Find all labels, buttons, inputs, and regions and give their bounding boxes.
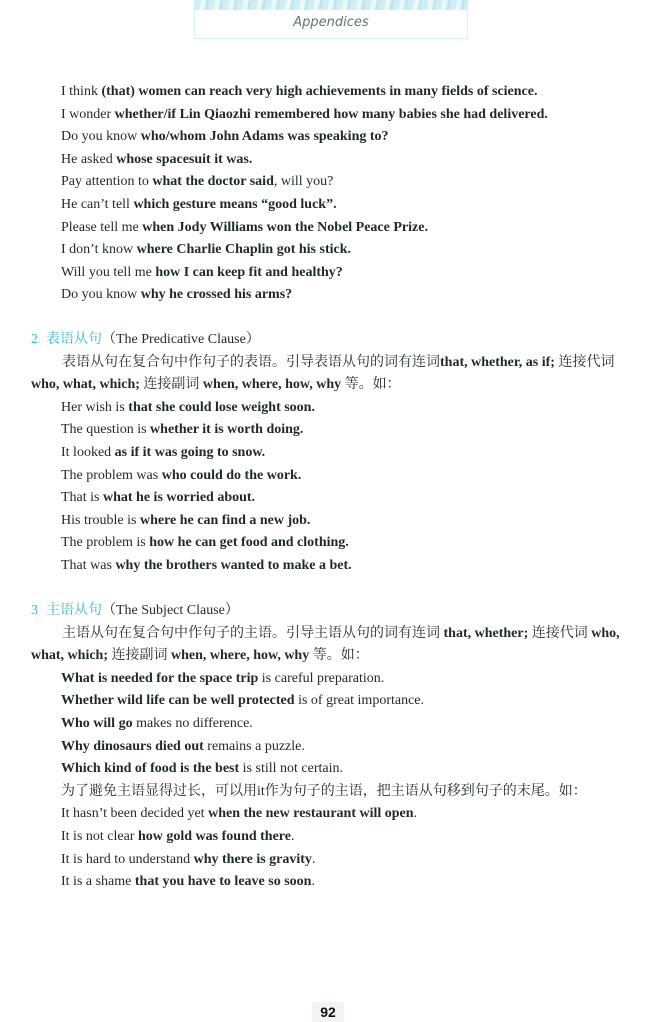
text-segment: Will you tell me [61,264,156,280]
text-segment: It looked [61,444,115,460]
emphasized-clause: whose spacesuit it was. [116,151,253,167]
text-segment: The problem was [61,467,162,483]
emphasized-clause: how I can keep fit and healthy? [155,264,343,280]
section-predicative-clause [0,329,650,578]
emphasized-clause: who, what, which; [31,377,140,393]
section-title-zh: 主语从句 [46,603,102,618]
emphasized-clause: What is needed for the space trip [61,670,259,686]
emphasized-clause: Who will go [61,715,133,731]
text-segment: It hasn’t been decided yet [61,806,209,822]
example-sentence [0,668,650,691]
emphasized-clause: why he crossed his arms? [140,287,293,303]
text-segment: is careful preparation. [258,670,385,686]
example-sentence [0,849,650,872]
example-sentence [0,104,650,127]
example-sentence [0,442,650,465]
section-title-en: （The Predicative Clause） [102,332,260,347]
emphasized-clause: whether it is worth doing. [150,422,304,438]
emphasized-clause: where he can find a new job. [139,512,311,528]
text-segment: I don’t know [61,242,137,258]
emphasized-clause: Whether wild life can be well protected [61,693,295,709]
text-segment: 主语从句在复合句中作句子的主语。引导主语从句的词有连词 [62,625,444,641]
emphasized-clause: when Jody Williams won the Nobel Peace Prize. [142,219,428,235]
text-segment: remains a puzzle. [203,738,305,754]
text-segment: 等。如： [341,377,401,393]
text-segment: His trouble is [61,512,140,528]
example-sentence [0,532,650,555]
text-segment: . [311,851,316,867]
example-sentence [0,781,650,804]
example-sentence [0,126,650,149]
emphasized-clause: who could do the work. [161,467,302,483]
emphasized-clause: whether/if Lin Qiaozhi remembered how many babies she had delivered. [114,106,548,122]
emphasized-clause: that, whether; [443,625,529,641]
example-sentence [0,803,650,826]
text-segment: Pay attention to [61,174,153,190]
header-decorative-band [195,0,467,10]
emphasized-clause: how he can get food and clothing. [149,535,349,551]
emphasized-clause: that you have to leave so soon [134,874,312,890]
example-sentence [0,397,650,420]
example-sentence [0,239,650,262]
emphasized-clause: when, where, how, why [171,648,310,664]
section-number: 3 [31,603,38,618]
example-sentence [0,465,650,488]
text-segment: I think [61,84,102,99]
section-subject-clause [0,600,650,894]
text-segment: . [413,806,418,822]
section-heading [0,329,650,352]
emphasized-clause: how gold was found there [137,828,291,844]
text-segment: makes no difference. [132,715,253,731]
text-segment: He can’t tell [61,196,134,212]
section-heading [0,600,650,623]
text-segment: Her wish is [61,399,129,415]
example-sentence [0,736,650,759]
example-sentence [0,81,650,104]
text-segment: . [290,828,295,844]
emphasized-clause: where Charlie Chaplin got his stick. [136,242,352,258]
example-sentence [0,826,650,849]
text-segment: 连接代词 [528,625,592,641]
example-sentence [0,171,650,194]
text-segment: is still not certain. [239,761,343,777]
text-segment: 等。如： [309,648,369,664]
noun-clause-object-examples [0,81,650,307]
emphasized-clause: what the doctor said [152,174,274,190]
example-sentence [0,555,650,578]
emphasized-clause: as if it was going to snow. [114,444,266,460]
page-number: 92 [312,1002,344,1022]
emphasized-clause: that she could lose weight soon. [128,399,315,415]
example-sentence [0,217,650,240]
section-number: 2 [31,332,38,347]
emphasized-clause: why there is gravity [193,851,312,867]
text-segment: He asked [61,151,117,167]
text-segment: The question is [61,422,151,438]
text-segment: I wonder [61,106,115,122]
emphasized-clause: when the new restaurant will open [208,806,414,822]
text-segment: 连接代词 [554,354,615,370]
text-segment: It is a shame [61,874,135,890]
section-intro [0,623,627,668]
example-sentence [0,194,650,217]
text-segment: Do you know [61,287,141,303]
text-segment: 表语从句在复合句中作句子的表语。引导表语从句的词有连词 [62,354,440,370]
example-sentence [0,284,650,307]
example-sentence [0,510,650,533]
emphasized-clause: Which kind of food is the best [61,761,240,777]
emphasized-clause: (that) women can reach very high achievements in many fields of science. [101,84,538,99]
text-segment: It is not clear [61,828,138,844]
text-segment: is of great importance. [294,693,425,709]
running-header [194,0,468,39]
section-title-zh: 表语从句 [46,332,102,347]
example-sentence [0,149,650,172]
example-sentence [0,419,650,442]
emphasized-clause: that, whether, as if; [440,354,555,370]
header-title: Appendices [293,15,369,30]
text-segment: It is hard to understand [61,851,194,867]
emphasized-clause: Why dinosaurs died out [61,738,204,754]
emphasized-clause: which gesture means “good luck”. [133,196,337,212]
emphasized-clause: what he is worried about. [103,490,256,506]
text-segment: . [311,874,315,890]
example-sentence [0,690,650,713]
text-segment: Do you know [61,129,141,145]
emphasized-clause: why the brothers wanted to make a bet. [115,557,352,573]
text-segment: 为了避免主语显得过长，可以用it作为句子的主语，把主语从句移到句子的末尾。如： [61,783,587,799]
example-sentence [0,871,650,894]
emphasized-clause: who/whom John Adams was speaking to? [140,129,389,145]
section-title-en: （The Subject Clause） [102,603,239,618]
emphasized-clause: when, where, how, why [202,377,342,393]
text-segment: 连接副词 [139,377,203,393]
emphasized-clause: who, what, which; [31,625,620,664]
text-segment: That is [61,490,103,506]
text-segment: The problem is [61,535,150,551]
example-sentence [0,487,650,510]
text-segment: , will you? [273,174,334,190]
text-segment: That was [61,557,116,573]
section-intro [0,352,627,397]
text-segment: Please tell me [61,219,143,235]
example-sentence [0,713,650,736]
text-segment: 连接副词 [108,648,172,664]
example-sentence [0,758,650,781]
example-sentence [0,262,650,285]
